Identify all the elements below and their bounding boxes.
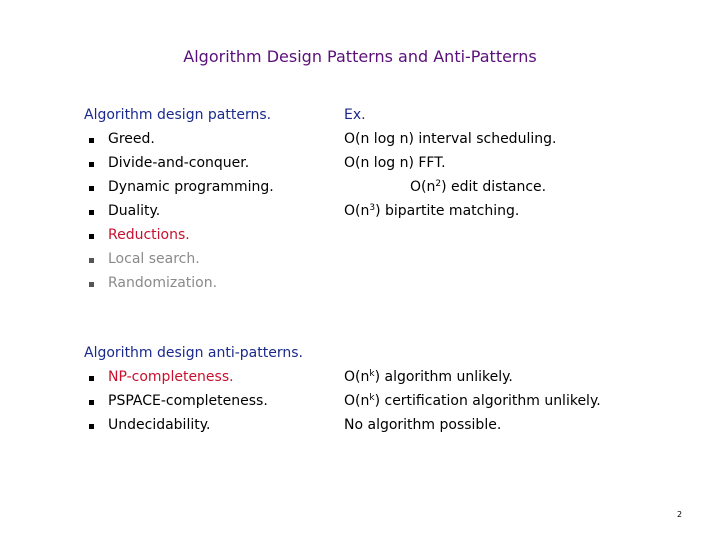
- bullet-icon: [89, 162, 94, 167]
- list-item: [0, 393, 720, 413]
- pattern-label: Duality.: [108, 203, 161, 219]
- list-item: [0, 227, 720, 247]
- bullet-icon: [89, 186, 94, 191]
- pattern-label: Greed.: [108, 131, 155, 147]
- list-item: [0, 203, 720, 223]
- anti-pattern-example: No algorithm possible.: [344, 417, 502, 433]
- bullet-icon: [89, 376, 94, 381]
- pattern-label: Divide-and-conquer.: [108, 155, 250, 171]
- list-item: [0, 275, 720, 295]
- list-item: [0, 417, 720, 437]
- list-item: [0, 251, 720, 271]
- list-item: [0, 369, 720, 389]
- page-number: 2: [677, 510, 683, 519]
- anti-pattern-label: NP-completeness.: [108, 369, 234, 385]
- list-item: [0, 155, 720, 175]
- list-item: [0, 179, 720, 199]
- bullet-icon: [89, 424, 94, 429]
- bullet-icon: [89, 282, 94, 287]
- pattern-example: $O(n^3)$ bipartite matching.: [344, 203, 520, 219]
- pattern-label: Reductions.: [108, 227, 190, 243]
- pattern-example: O(n log n) FFT.: [344, 155, 446, 171]
- bullet-icon: [89, 234, 94, 239]
- pattern-label: Dynamic programming.: [108, 179, 274, 195]
- anti-pattern-example: $O(n^k)$ certification algorithm unlikely.: [344, 393, 601, 409]
- pattern-label: Randomization.: [108, 275, 218, 291]
- bullet-icon: [89, 210, 94, 215]
- anti-pattern-label: Undecidability.: [108, 417, 211, 433]
- bullet-icon: [89, 258, 94, 263]
- bullet-icon: [89, 138, 94, 143]
- pattern-example: O(n log n) interval scheduling.: [344, 131, 557, 147]
- slide-title: Algorithm Design Patterns and Anti-Patterns: [183, 47, 537, 66]
- bullet-icon: [89, 400, 94, 405]
- anti-pattern-label: PSPACE-completeness.: [108, 393, 268, 409]
- patterns-heading: Algorithm design patterns.: [84, 107, 272, 123]
- list-item: [0, 131, 720, 151]
- anti-patterns-heading: Algorithm design anti-patterns.: [84, 345, 303, 361]
- examples-heading: Ex.: [344, 107, 366, 123]
- pattern-label: Local search.: [108, 251, 200, 267]
- anti-pattern-example: $O(n^k)$ algorithm unlikely.: [344, 369, 513, 385]
- pattern-example: $O(n^2)$ edit distance.: [410, 179, 547, 195]
